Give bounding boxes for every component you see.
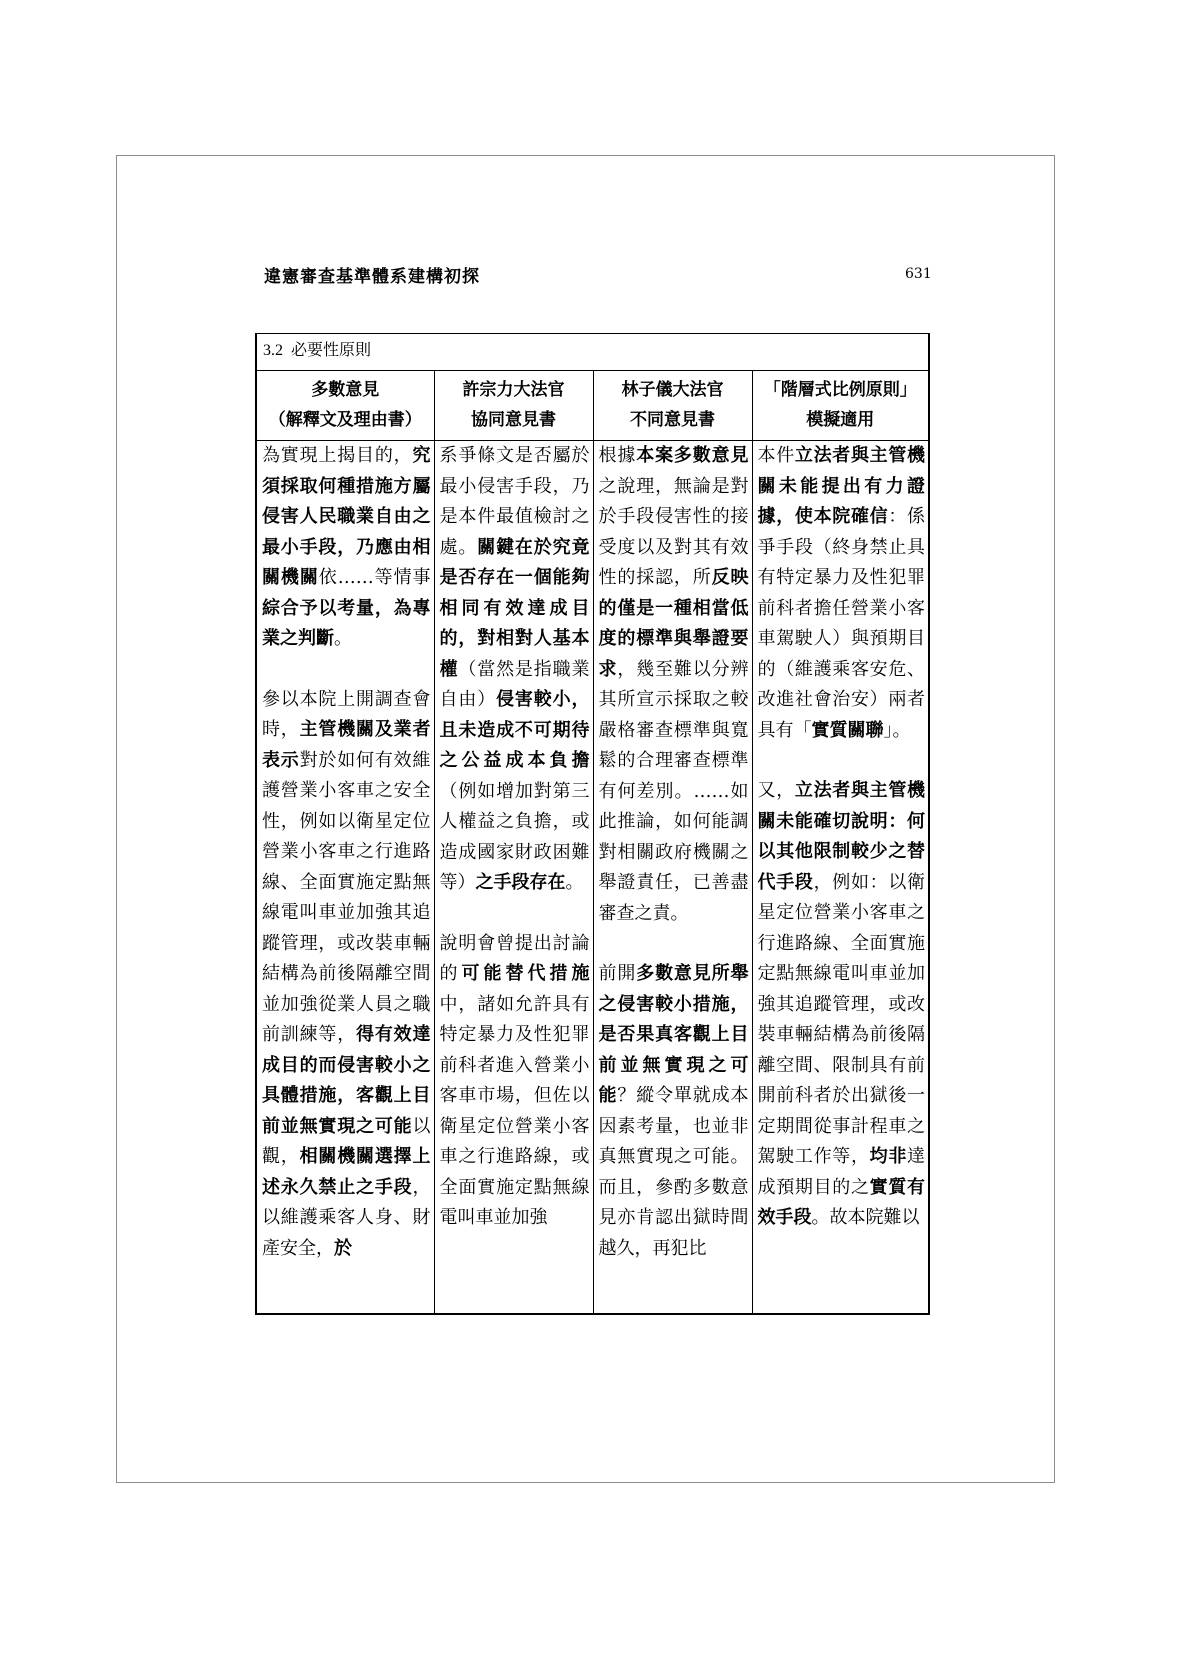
column-header-line1: 林子儀大法官 [621, 380, 724, 399]
column-header-line2: 協同意見書 [471, 410, 556, 429]
paragraph-gap [758, 746, 926, 776]
bold-text-run: 主管機關及業者表示 [262, 719, 431, 771]
section-number: 3.2 [263, 342, 283, 359]
paragraph [599, 959, 749, 1264]
cell-concurring-opinion [434, 441, 593, 1315]
bold-text-run: 多數意見所舉之侵害較小措施，是否果真客觀上目前並無實現之可能 [598, 963, 749, 1106]
text-run: 系爭條文是否屬於最小侵害手段，乃是本件最值檢討之處。 [439, 445, 590, 558]
running-title: 違憲審查基準體系建構初探 [264, 267, 480, 287]
text-run: 之說理，無論是對於手段侵害性的接受度以及對其有效性的採認，所 [598, 475, 749, 588]
bold-text-run: 關鍵在於究竟是否存在一個能夠相同有效達成目的，對相對人基本權 [439, 536, 590, 680]
bold-text-run: 究須採取何種措施方屬侵害人民職業自由之最小手段，乃應由相關機關 [262, 445, 431, 588]
bold-text-run: 相關機關選擇上述永久禁止之手段 [262, 1146, 431, 1198]
comparison-table [255, 333, 928, 1315]
column-header-line2: （解釋文及理由書） [268, 410, 422, 429]
text-run: 說明會曾提出討論的 [439, 932, 590, 984]
column-header-line2: 模擬適用 [806, 410, 875, 429]
text-run: ，例如：以衛星定位營業小客車之行進路線、全面實施定點無線電叫車並加強其追蹤管理，或改裝車輛結構為前後隔離空間、限制具有前開前科者於出獄後一定期間從事計程車之駕駛工作等， [757, 871, 926, 1167]
bold-text-run: 綜合予以考量，為專業之判斷 [262, 597, 431, 649]
paragraph [758, 776, 926, 1234]
text-run: 前開 [598, 963, 637, 984]
bold-text-run: 得有效達成目的而侵害較小之具體措施，客觀上目前並無實現之可能 [262, 1024, 431, 1137]
bold-text-run: 於 [334, 1237, 352, 1259]
bold-text-run: 均非 [869, 1146, 908, 1167]
cell-simulation [752, 441, 929, 1315]
text-run: 以觀， [262, 1115, 431, 1167]
bold-text-run: 本案多數意見 [636, 445, 749, 466]
bold-text-run: 反映的僅是一種相當低度的標準與舉證要求 [598, 567, 749, 680]
bold-text-run: 之手段存在 [475, 872, 566, 893]
paragraph [440, 441, 590, 899]
cell-majority-opinion [256, 441, 434, 1315]
text-run: 達成預期目的之 [757, 1146, 926, 1198]
column-header-majority [256, 371, 434, 441]
section-title: 必要性原則 [291, 340, 372, 359]
text-run: 。故本院難以 [811, 1207, 920, 1228]
bold-text-run: 立法者與主管機關未能確切說明：何以其他限制較少之替代手段 [757, 780, 926, 893]
text-run: 為實現上揭目的， [262, 445, 413, 466]
text-run: 對於如何有效維護營業小客車之安全性，例如以衛星定位營業小客車之行進路線、全面實施定點無線電叫車並加強其追蹤管理，或改裝車輛結構為前後隔離空間並加強從業人員之職前訓練等， [262, 749, 431, 1045]
bold-text-run: 侵害較小，且未造成不可期待之公益成本負擔 [439, 689, 590, 771]
paragraph [262, 441, 431, 655]
text-run: 。 [334, 628, 352, 649]
text-run: ：係爭手段（終身禁止具有特定暴力及性犯罪前科者擔任營業小客車駕駛人）與預期目的（維護乘客安危、改進社會治安）兩者具有「 [757, 506, 926, 741]
cell-dissenting-opinion [593, 441, 752, 1315]
paragraph [262, 685, 431, 1265]
text-run: 。 [565, 872, 584, 893]
text-run: ？縱令單就成本因素考量，也並非真無實現之可能。而且，參酌多數意見亦肯認出獄時間越久，再犯比 [598, 1085, 749, 1259]
paragraph [599, 441, 749, 929]
text-run: 參以本院上開調查會時， [262, 688, 431, 740]
bold-text-run: 實質有效手段 [757, 1176, 926, 1228]
text-run: 依……等情事 [318, 567, 431, 588]
bold-text-run: 可能替代措施 [461, 963, 590, 984]
bold-text-run: 立法者與主管機關未能提出有力證據，使本院確信 [757, 445, 926, 527]
text-run: 本件 [757, 445, 795, 466]
column-header-line1: 多數意見 [311, 380, 380, 399]
column-header-dissenting [593, 371, 752, 441]
text-run: 中，諸如允許具有特定暴力及性犯罪前科者進入營業小客車市場，但佐以衛星定位營業小客車之行進路線，或全面實施定點無線電叫車並加強 [439, 993, 590, 1228]
column-header-simulation [752, 371, 929, 441]
paragraph [440, 929, 590, 1234]
paragraph-gap [440, 899, 590, 929]
text-run: 又， [757, 780, 795, 801]
section-title-row [256, 334, 929, 371]
text-run: 根據 [598, 445, 637, 466]
column-header-concurring [434, 371, 593, 441]
text-run: 」。 [883, 719, 911, 741]
paragraph [758, 441, 926, 746]
column-header-line2: 不同意見書 [630, 410, 715, 429]
paragraph-gap [262, 655, 431, 685]
paragraph-gap [599, 929, 749, 959]
text-run: （例如增加對第三人權益之負擔，或造成國家財政困難等） [439, 780, 590, 893]
text-run: ，以維護乘客人身、財產安全， [262, 1176, 431, 1259]
bold-text-run: 實質關聯 [811, 719, 884, 741]
page-number: 631 [905, 266, 932, 282]
column-header-line1: 「階層式比例原則」 [763, 380, 917, 399]
text-run: （當然是指職業自由） [439, 658, 590, 710]
column-header-line1: 許宗力大法官 [462, 380, 565, 399]
text-run: ，幾至難以分辨其所宣示採取之較嚴格審查標準與寬鬆的合理審查標準有何差別。……如此推論，如何能調對相關政府機關之舉證責任，已善盡審查之責。 [598, 658, 749, 924]
